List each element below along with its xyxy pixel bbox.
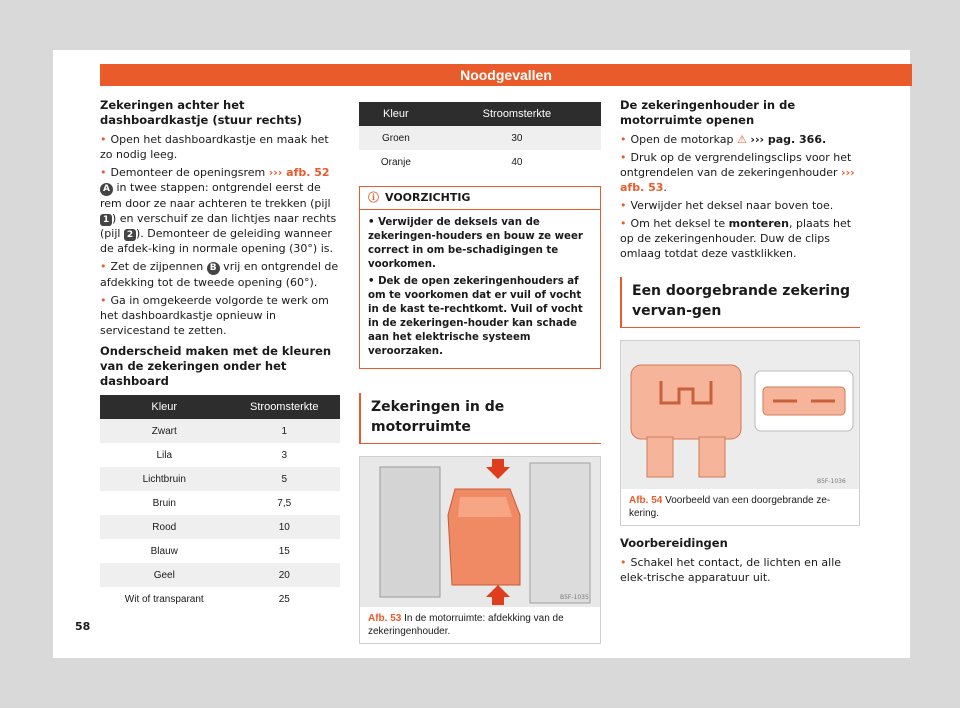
figure-53: [359, 456, 601, 644]
table-row: Blauw 15: [100, 539, 340, 563]
warning-icon: ⚠: [737, 133, 747, 146]
bullet-item: • Open het dashboardkastje en maak het zo nodig leeg.: [100, 133, 329, 161]
table-row: Zwart 1: [100, 419, 340, 443]
section-heading: Zekeringen achter het dashboardkastje (stuur rechts): [100, 98, 303, 127]
bullet-icon: •: [620, 199, 627, 212]
table-header: Kleur: [100, 395, 229, 419]
bullet-item: • Zet de zijpennen B vrij en ontgrendel de afdekking tot de tweede opening (60°).: [100, 260, 339, 289]
engine-bay-illustration: [360, 457, 600, 607]
figure-code: B5F-1035: [560, 594, 589, 601]
column-left: [100, 98, 340, 611]
table-row: Groen 30: [359, 126, 601, 150]
bullet-item: • Schakel het contact, de lichten en alle elek-trische apparatuur uit.: [620, 556, 842, 584]
figure-label: Afb. 53: [368, 613, 402, 624]
caution-box: [359, 186, 601, 369]
table-header: Stroomsterkte: [433, 102, 601, 126]
section-title: Zekeringen in de motorruimte: [359, 393, 601, 444]
caution-item: • Dek de open zekeringenhouders af om te voorkomen dat er vuil of vocht in de kast te-rechtkomt. Vuil of vocht in de zekeringen-houder kan schade aan het elektrische systeem veroorzaken.: [368, 276, 583, 357]
bullet-icon: •: [620, 133, 627, 146]
bullet-icon: •: [620, 556, 627, 569]
column-right: [620, 98, 860, 588]
page-link[interactable]: ››› pag. 366.: [750, 133, 827, 146]
marker-2: 2: [124, 229, 136, 241]
caution-item: • Verwijder de deksels van de zekeringen-houders en bouw ze weer correct in om be-schadigingen te voorkomen.: [368, 217, 583, 270]
page-number: 58: [75, 620, 91, 633]
caution-header: ⓘ VOORZICHTIG: [360, 187, 600, 210]
blown-fuse-illustration: [621, 341, 859, 489]
subheading: Voorbereidingen: [620, 536, 728, 550]
bullet-icon: •: [620, 151, 627, 164]
info-icon: ⓘ: [368, 191, 379, 204]
chapter-header: Noodgevallen: [100, 64, 912, 86]
bullet-icon: •: [100, 166, 107, 179]
section-title: Een doorgebrande zekering vervan-gen: [620, 277, 860, 328]
table-header: Stroomsterkte: [229, 395, 341, 419]
section-heading: De zekeringenhouder in de motorruimte openen: [620, 98, 796, 127]
column-middle: [359, 102, 601, 644]
marker-b: B: [207, 262, 220, 275]
bullet-icon: •: [100, 294, 107, 307]
table-row: Rood 10: [100, 515, 340, 539]
bullet-icon: •: [100, 260, 107, 273]
figure-label: Afb. 54: [629, 495, 663, 506]
bullet-item: • Druk op de vergrendelingsclips voor het ontgrendelen van de zekeringenhouder ››› afb. 53.: [620, 151, 855, 194]
figure-caption: Afb. 54 Voorbeeld van een doorgebrande ze-kering.: [629, 495, 831, 519]
bullet-item: • Om het deksel te monteren, plaats het op de zekeringenhouder. Duw de clips omlaag totdat deze vastklikken.: [620, 217, 852, 260]
figure-caption: Afb. 53 In de motorruimte: afdekking van de zekeringenhouder.: [368, 613, 564, 637]
table-row: Geel 20: [100, 563, 340, 587]
figure-code: B5F-1036: [817, 478, 846, 485]
fuse-color-table: [100, 395, 340, 611]
bullet-icon: •: [368, 276, 379, 287]
marker-a: A: [100, 183, 113, 196]
fuse-color-table-continued: [359, 102, 601, 174]
bullet-item: • Demonteer de openingsrem ››› afb. 52 A in twee stappen: ontgrendel eerst de rem door ze naar achteren te trekken (pijl 1 ) en verschuif ze dan lichtjes naar rechts (pijl 2 ). Demonteer de geleiding wanneer de afdek-king in normale opening (30°) is.: [100, 166, 337, 255]
figure-link[interactable]: ››› afb. 53: [620, 166, 855, 194]
bullet-item: • Verwijder het deksel naar boven toe.: [620, 199, 834, 212]
bullet-item: • Open de motorkap ⚠ ››› pag. 366.: [620, 133, 827, 146]
table-row: Oranje 40: [359, 150, 601, 174]
table-row: Wit of transparant 25: [100, 587, 340, 611]
manual-page: [53, 50, 910, 658]
bullet-icon: •: [100, 133, 107, 146]
table-row: Lila 3: [100, 443, 340, 467]
figure-link[interactable]: ››› afb. 52: [268, 166, 330, 179]
subheading: Onderscheid maken met de kleuren van de zekeringen onder het dashboard: [100, 344, 332, 388]
bullet-icon: •: [368, 217, 379, 228]
bullet-item: • Ga in omgekeerde volgorde te werk om het dashboardkastje opnieuw in servicestand te zetten.: [100, 294, 329, 337]
table-row: Lichtbruin 5: [100, 467, 340, 491]
table-row: Bruin 7,5: [100, 491, 340, 515]
bullet-icon: •: [620, 217, 627, 230]
marker-1: 1: [100, 214, 112, 226]
table-header: Kleur: [359, 102, 433, 126]
figure-54: [620, 340, 860, 526]
